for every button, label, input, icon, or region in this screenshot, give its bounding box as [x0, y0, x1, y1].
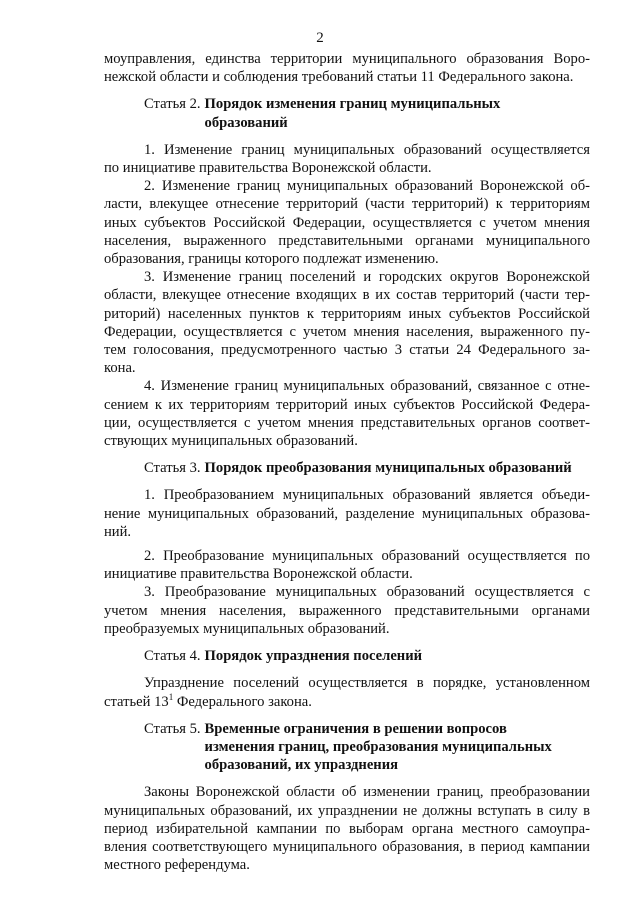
article-label: Статья 2.: [144, 96, 201, 113]
article-2-heading: [104, 95, 590, 131]
document-body: [104, 50, 590, 874]
article-title: Порядок изменения границ муниципальных образований: [204, 96, 501, 131]
intro-paragraph: [104, 50, 590, 86]
article-label: Статья 3.: [144, 460, 201, 477]
text-line: нежской области и соблюдения требований статьи 11 Федерального закона.: [104, 69, 574, 86]
article-3-paragraph-1: 1. Преобразованием муниципальных образований является объеди- нение муниципальных образований, разделение муниципальных образова- ний.: [104, 487, 590, 540]
article-5-heading: [104, 720, 590, 775]
article-3-paragraph-2: 2. Преобразование муниципальных образований осуществляется по инициативе правительства Воронежской области.: [104, 548, 590, 583]
article-3-paragraph-3: 3. Преобразование муниципальных образований осуществляется с учетом мнения населения, выраженного представительными органами преобразуемых муниципальных образований.: [104, 584, 590, 637]
article-4-paragraph-1: Упразднение поселений осуществляется в порядке, установленном статьей $13^1$ Федерального закона.: [104, 675, 590, 710]
article-2-paragraph-2: 2. Изменение границ муниципальных образований Воронежской об- ласти, влекущее отнесение территорий (части территорий) к территориям иных субъектов Российской Федерации, осуществляется с учетом мнения населения, выраженного представительными органами муниципального образования, границы которого подлежат изменению.: [104, 178, 590, 268]
article-title: Порядок упразднения поселений: [204, 648, 423, 665]
article-3-heading: [104, 459, 590, 477]
article-label: Статья 5.: [144, 720, 201, 737]
article-5-paragraph-1: Законы Воронежской области об изменении границ, преобразовании муниципальных образований, их упразднении не должны вступать в силу в период избирательной кампании по выборам органа местного самоупра- вления соответствующего муниципального образования, в период кампании местного референдума.: [104, 784, 590, 874]
article-2-paragraph-3: 3. Изменение границ поселений и городских округов Воронежской области, влекущее отнесение входящих в их состав территорий (части тер- риторий) населенных пунктов к территориям иных субъектов Российской Федерации, осуществляется с учетом мнения населения, выраженного пу- тем голосования, предусмотренного частью 3 статьи 24 Федерального за- кона.: [104, 269, 590, 377]
article-title: Порядок преобразования муниципальных образований: [204, 460, 572, 477]
article-label: Статья 4.: [144, 648, 201, 665]
text-line: моуправления, единства территории муниципального образования Воро-: [104, 51, 590, 67]
article-4-heading: [104, 647, 590, 665]
article-2-paragraph-1: 1. Изменение границ муниципальных образований осуществляется по инициативе правительства Воронежской области.: [104, 141, 590, 177]
page-number: 2: [316, 30, 324, 46]
article-2-paragraph-4: 4. Изменение границ муниципальных образований, связанное с отне- сением к их территориям территорий иных субъектов Российской Федера- ции, осуществляется с учетом мнения представительных органов соответ- ствующих муниципальных образований.: [104, 378, 590, 450]
article-title: Временные ограничения в решении вопросов изменения границ, преобразования муниципальных образований, их упразднения: [204, 720, 552, 774]
